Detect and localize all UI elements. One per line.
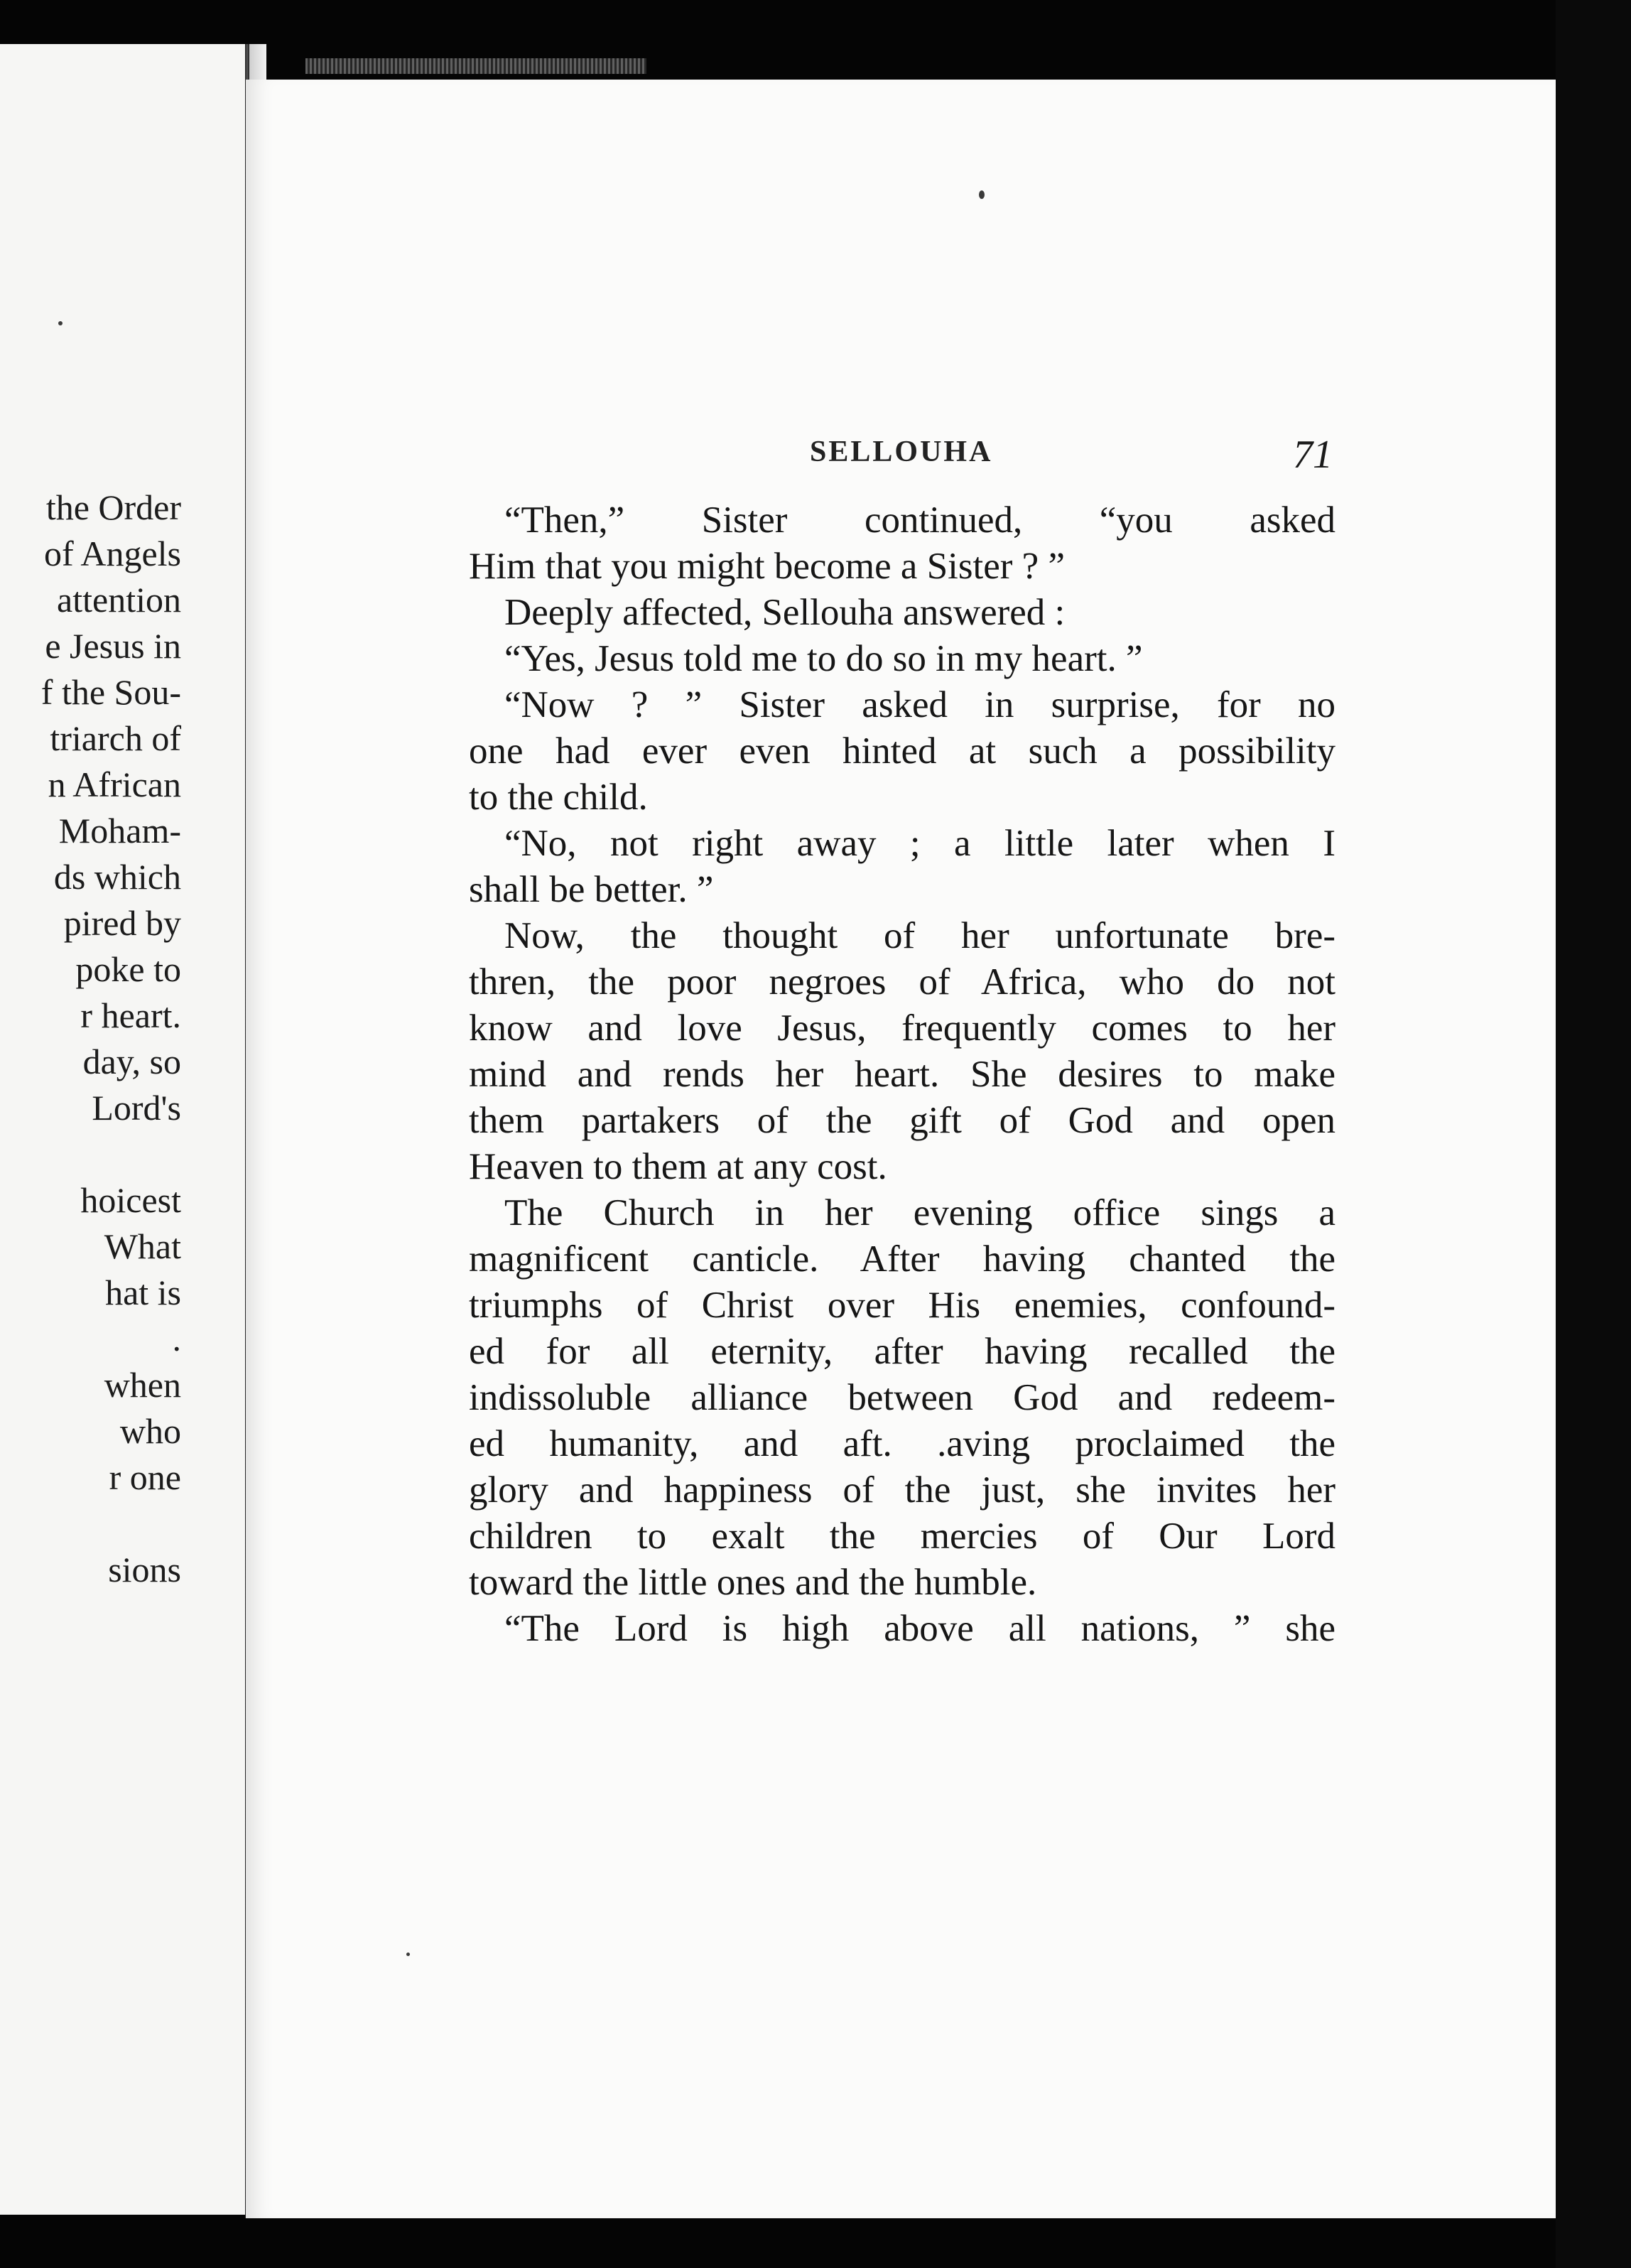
left-page-line: pired by <box>63 903 181 943</box>
text-line: The Church in her evening office sings a <box>504 1192 1335 1233</box>
left-page-line: hoicest <box>80 1180 181 1220</box>
left-page-line: ds which <box>53 857 181 897</box>
left-page-line: . <box>172 1319 181 1359</box>
text-line: children to exalt the mercies of Our Lord <box>469 1516 1335 1557</box>
text-line: one had ever even hinted at such a possibility <box>469 730 1335 772</box>
body-text <box>469 497 1335 1652</box>
left-page-line: r one <box>109 1457 181 1497</box>
text-line: “Yes, Jesus told me to do so in my heart. ” <box>504 638 1143 679</box>
text-line: mind and rends her heart. She desires to make <box>469 1054 1335 1095</box>
left-page-line: What <box>104 1226 181 1266</box>
text-line: ed humanity, and aft. .aving proclaimed the <box>469 1423 1335 1464</box>
text-line: magnificent canticle. After having chanted the <box>469 1238 1335 1280</box>
running-header: SELLOUHA <box>810 436 993 468</box>
text-line: Deeply affected, Sellouha answered : <box>504 592 1066 633</box>
text-line: triumphs of Christ over His enemies, confound- <box>469 1285 1335 1326</box>
left-page-line <box>0 1131 245 1177</box>
page-edge-shadow <box>1556 0 1631 2268</box>
left-page-line <box>0 1501 245 1547</box>
text-line: them partakers of the gift of God and open <box>469 1100 1335 1141</box>
text-line: “No, not right away ; a little later when I <box>504 823 1335 864</box>
text-line: know and love Jesus, frequently comes to her <box>469 1008 1335 1049</box>
text-line: glory and happiness of the just, she invites her <box>469 1469 1335 1511</box>
left-page-line: Lord's <box>92 1088 181 1128</box>
text-line: Now, the thought of her unfortunate bre- <box>504 915 1335 956</box>
left-page-line: hat is <box>105 1273 181 1312</box>
left-page-line: poke to <box>75 949 181 989</box>
paper-speck <box>979 190 985 199</box>
left-page-line: Moham- <box>58 811 181 850</box>
left-page-line: triarch of <box>50 718 181 758</box>
text-line: toward the little ones and the humble. <box>469 1562 1037 1603</box>
left-page-line: attention <box>57 580 181 620</box>
text-line: “The Lord is high above all nations, ” she <box>504 1608 1335 1649</box>
text-line: Heaven to them at any cost. <box>469 1146 887 1187</box>
text-line: indissoluble alliance between God and redeem- <box>469 1377 1335 1418</box>
text-line: Him that you might become a Sister ? ” <box>469 546 1065 587</box>
left-page-line: f the Sou- <box>40 672 181 712</box>
left-page-line: e Jesus in <box>45 626 181 666</box>
left-page <box>0 44 245 2215</box>
text-line: ed for all eternity, after having recalled the <box>469 1331 1335 1372</box>
left-page-line: of Angels <box>43 534 181 573</box>
left-page-line: when <box>104 1365 181 1405</box>
text-line: “Then,” Sister continued, “you asked <box>504 500 1335 541</box>
text-line: thren, the poor negroes of Africa, who do not <box>469 961 1335 1003</box>
left-page-line: the Order <box>45 487 181 527</box>
left-page-line: who <box>119 1411 181 1451</box>
text-line: “Now ? ” Sister asked in surprise, for no <box>504 684 1335 725</box>
binding-strip <box>305 58 646 74</box>
text-line: shall be better. ” <box>469 869 714 910</box>
text-line: to the child. <box>469 777 648 818</box>
page-number: 71 <box>1293 433 1333 477</box>
left-page-line: r heart. <box>80 995 181 1035</box>
paper-speck <box>406 1953 410 1956</box>
left-page-line: n African <box>48 765 181 804</box>
left-page-line: sions <box>108 1550 181 1589</box>
left-page-line: day, so <box>82 1042 181 1081</box>
left-page-text <box>0 485 245 1593</box>
paper-speck <box>58 321 63 325</box>
